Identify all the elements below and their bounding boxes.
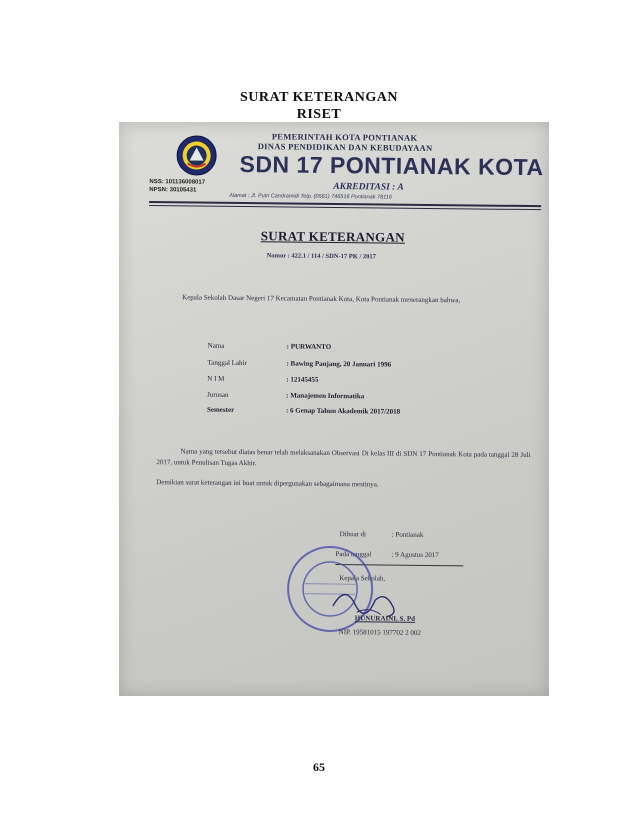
page-heading bbox=[0, 89, 638, 123]
signatory-name: HUNURAINI, S. Pd bbox=[354, 614, 416, 623]
letter-title: SURAT KETERANGAN bbox=[260, 228, 405, 245]
signatory-nip: NIP. 19581015 197702 2 002 bbox=[338, 628, 421, 637]
field-value-jurusan: : Manajemen Informatika bbox=[286, 391, 365, 401]
heading-line-2: RISET bbox=[296, 107, 342, 122]
field-label-nim: N I M bbox=[207, 374, 225, 383]
dibuat-label: Dibuat di bbox=[339, 530, 366, 539]
nss-code: NSS: 101136008017 bbox=[149, 179, 206, 186]
letter-sheet bbox=[116, 120, 552, 698]
tanggal-value: : 9 Agustus 2017 bbox=[391, 550, 439, 560]
department-line: DINAS PENDIDIKAN DAN KEBUDAYAAN bbox=[257, 141, 433, 154]
school-address: Alamat : Jl. Putri Candramidi Telp. (0561) 746516 Pontianak 78116 bbox=[229, 192, 392, 201]
school-name: SDN 17 PONTIANAK KOTA bbox=[239, 150, 544, 181]
accreditation: AKREDITASI : A bbox=[333, 181, 404, 193]
body-paragraph: Nama yang tersebut diatas benar telah melaksanakan Observasi Di kelas III di SDN 17 Pontianak Kota pada tanggal 28 Juli 2017, untuk Penulisan Tugas Akhir. bbox=[156, 447, 531, 468]
field-value-tanggal-lahir: : Bawing Panjang, 20 Januari 1996 bbox=[286, 359, 392, 369]
school-logo-icon bbox=[175, 134, 217, 176]
letter-photo bbox=[119, 122, 549, 696]
school-codes bbox=[149, 178, 205, 195]
field-value-nim: : 12145455 bbox=[286, 375, 319, 384]
opening-paragraph: Kepala Sekolah Dasar Negeri 17 Kecamatan Pontianak Kota, Kota Pontianak menerangkan bahwa, bbox=[182, 293, 461, 305]
heading-line-1: SURAT KETERANGAN bbox=[239, 90, 398, 105]
field-label-semester: Semester bbox=[206, 405, 235, 414]
signatory-role: Kepala Sekolah, bbox=[339, 574, 386, 583]
government-line: PEMERINTAH KOTA PONTIANAK bbox=[271, 131, 418, 143]
page-number: 65 bbox=[313, 760, 325, 774]
field-label-nama: Nama bbox=[207, 341, 225, 350]
tanggal-label: Pada tanggal bbox=[335, 550, 372, 559]
npsn-code: NPSN: 30105431 bbox=[149, 187, 197, 194]
field-value-nama: : PURWANTO bbox=[286, 342, 332, 351]
field-label-jurusan: Jurusan bbox=[207, 390, 229, 399]
field-label-tanggal-lahir: Tanggal Lahir bbox=[207, 358, 247, 368]
letter-number: Nomor : 422.1 / 114 / SDN-17 PK / 2017 bbox=[266, 252, 376, 261]
dibuat-value: : Pontianak bbox=[391, 530, 424, 539]
closing-paragraph: Demikian surat keterangan ini buat untuk dipergunakan sebagaimana mestinya. bbox=[156, 478, 379, 489]
field-value-semester: : 6 Genap Tahun Akademik 2017/2018 bbox=[285, 406, 401, 416]
